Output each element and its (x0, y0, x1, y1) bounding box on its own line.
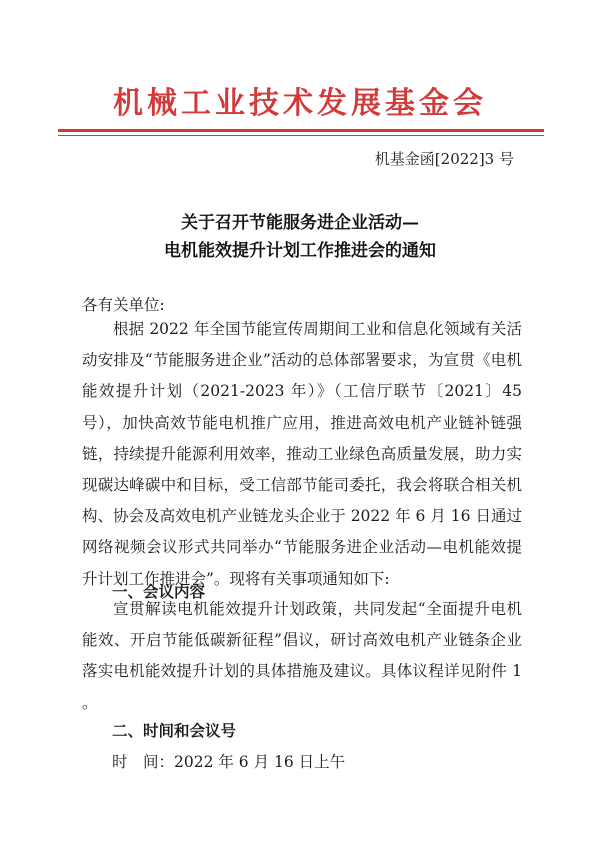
body-paragraph-1: 根据 2022 年全国节能宣传周期间工业和信息化领域有关活动安排及“节能服务进企业”活动的总体部署要求，为宣贯《电机能效提升计划（2021-2023 年）》（工信厅联节〔2021〕45 号），加快高效节能电机推广应用，推进高效电机产业链补链强链，持续提升能源利用效率，推动工业绿色高质量发展，助力实现碳达峰碳中和目标，受工信部节能司委托，我会将联合相关机构、协会及高效电机产业链龙头企业于 2022 年 6 月 16 日通过网络视频会议形式共同举办“节能服务进企业活动—电机能效提升计划工作推进会”。现将有关事项通知如下: (82, 320, 522, 588)
letterhead-red-rule-thin (58, 135, 544, 136)
title-line-1: 关于召开节能服务进企业活动— (181, 213, 419, 233)
meeting-time-line: 时 间：2022 年 6 月 16 日上午 (112, 753, 346, 771)
section-heading-2: 二、时间和会议号 (112, 722, 237, 740)
letterhead-red-rule-thick (58, 129, 544, 132)
letterhead-org-name: 机械工业技术发展基金会 (113, 86, 487, 121)
title-line-2: 电机能效提升计划工作推进会的通知 (164, 241, 436, 261)
body-paragraph-2: 宣贯解读电机能效提升计划政策，共同发起“全面提升电机能效、开启节能低碳新征程”倡议，研讨高效电机产业链条企业落实电机能效提升计划的具体措施及建议。具体议程详见附件 1 。 (82, 600, 522, 712)
section-heading-1: 一、会议内容 (112, 583, 206, 601)
salutation: 各有关单位: (82, 296, 165, 314)
document-number: 机基金函[2022]3 号 (374, 150, 514, 168)
